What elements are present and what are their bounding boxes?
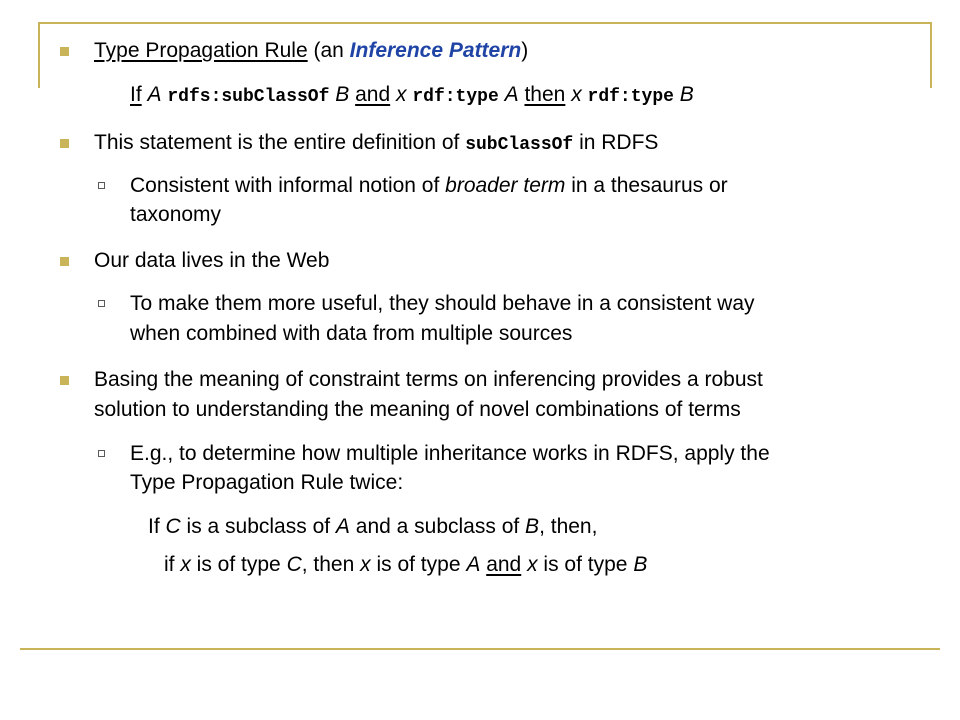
rule-title: Type Propagation Rule: [94, 39, 308, 62]
bullet-data-web: Our data lives in the Web: [94, 249, 330, 272]
bullet-definition: This statement is the entire definition of subClassOf in RDFS: [94, 131, 659, 155]
left-rule: [38, 22, 40, 88]
bullet-marker: [60, 47, 69, 56]
bottom-rule: [20, 648, 940, 650]
sub-bullet-example: E.g., to determine how multiple inheritance works in RDFS, apply the: [130, 442, 770, 465]
sub-bullet-broader-term: Consistent with informal notion of broader term in a thesaurus or: [130, 174, 728, 197]
bullet-basing-meaning: Basing the meaning of constraint terms on inferencing provides a robust: [94, 368, 763, 391]
bullet-marker: [60, 139, 69, 148]
sub-bullet-useful-cont: when combined with data from multiple sources: [130, 322, 573, 345]
right-rule: [930, 22, 932, 88]
bullet-marker: [60, 257, 69, 266]
bullet-basing-meaning-cont: solution to understanding the meaning of novel combinations of terms: [94, 398, 741, 421]
sub-bullet-marker: [98, 300, 105, 307]
sub-bullet-marker: [98, 182, 105, 189]
example-line-1: If C is a subclass of A and a subclass of B, then,: [148, 515, 598, 538]
bullet-type-propagation: Type Propagation Rule (an Inference Pattern): [94, 39, 529, 62]
top-rule: [40, 22, 932, 24]
sub-bullet-marker: [98, 450, 105, 457]
example-line-2: if x is of type C, then x is of type A and x is of type B: [164, 553, 648, 576]
sub-bullet-broader-term-cont: taxonomy: [130, 203, 222, 226]
sub-bullet-useful: To make them more useful, they should behave in a consistent way: [130, 292, 755, 315]
bullet-marker: [60, 376, 69, 385]
sub-bullet-example-cont: Type Propagation Rule twice:: [130, 471, 404, 494]
inference-pattern: Inference Pattern: [349, 39, 522, 62]
rule-statement: If A rdfs:subClassOf B and x rdf:type A then x rdf:type B: [130, 83, 694, 107]
